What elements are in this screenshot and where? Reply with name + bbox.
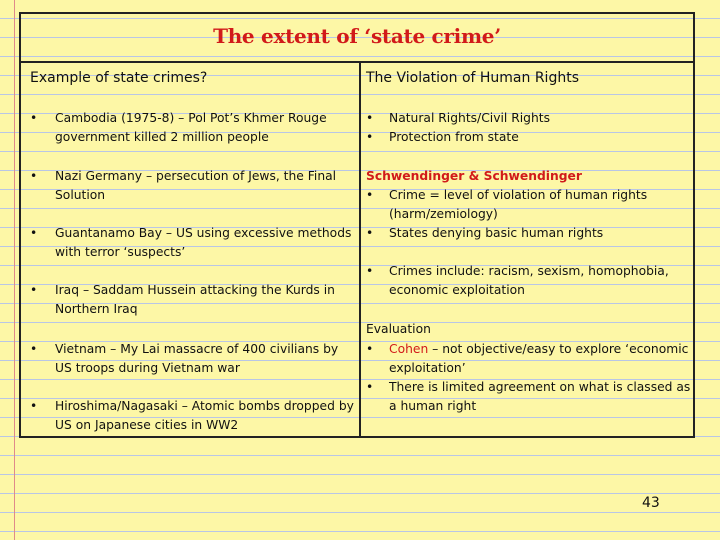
list-item xyxy=(30,167,356,205)
item-text: – Pol Pot’s Khmer Rouge government killed 2 million people xyxy=(55,111,327,144)
bullet-icon: • xyxy=(366,380,374,394)
item-lead: Cohen xyxy=(389,342,429,356)
bullet-icon: • xyxy=(366,264,374,278)
bullet-icon: • xyxy=(366,188,374,202)
list-item xyxy=(30,224,356,262)
evaluation-heading: Evaluation xyxy=(366,322,431,336)
bullet-icon: • xyxy=(30,169,38,183)
bullet-icon: • xyxy=(30,283,38,297)
item-text: – My Lai massacre of 400 civilians by US troops during Vietnam war xyxy=(55,342,339,375)
item-text: Protection from state xyxy=(389,130,519,144)
item-text: – Atomic bombs dropped by US on Japanese cities in WW2 xyxy=(55,399,354,432)
item-lead: Hiroshima/Nagasaki xyxy=(55,399,178,413)
item-text: – persecution of Jews, the Final Solution xyxy=(55,169,337,202)
page-number: 43 xyxy=(642,495,660,511)
list-item xyxy=(366,340,691,378)
human-rights-heading: The Violation of Human Rights xyxy=(366,70,579,86)
item-lead: Iraq xyxy=(55,283,80,297)
list-item xyxy=(366,109,691,128)
slide-title: The extent of ‘state crime’ xyxy=(213,24,501,48)
list-item xyxy=(30,281,356,319)
bullet-icon: • xyxy=(30,226,38,240)
item-text: – US using excessive methods with terror ‘suspects’ xyxy=(55,226,352,259)
item-text: There is limited agreement on what is classed as a human right xyxy=(389,380,691,413)
list-item xyxy=(366,186,691,224)
item-text: Natural Rights/Civil Rights xyxy=(389,111,551,125)
bullet-icon: • xyxy=(366,130,374,144)
bullet-icon: • xyxy=(366,342,374,356)
list-item xyxy=(366,378,691,416)
item-text: Crimes include: racism, sexism, homophobia, economic exploitation xyxy=(389,264,669,297)
list-item xyxy=(366,262,691,300)
notes-table xyxy=(19,12,695,438)
item-text: Crime = level of violation of human rights (harm/zemiology) xyxy=(389,188,648,221)
list-item xyxy=(30,397,356,435)
list-item xyxy=(366,224,691,243)
item-lead: Vietnam xyxy=(55,342,107,356)
list-item xyxy=(30,340,356,378)
bullet-icon: • xyxy=(366,226,374,240)
bullet-icon: • xyxy=(30,111,38,125)
item-lead: Guantanamo Bay xyxy=(55,226,162,240)
item-text: – not objective/easy to explore ‘economic exploitation’ xyxy=(389,342,689,375)
schwendinger-heading: Schwendinger & Schwendinger xyxy=(366,169,582,183)
bullet-icon: • xyxy=(30,342,38,356)
title-row xyxy=(21,14,693,63)
item-lead: Nazi Germany xyxy=(55,169,143,183)
bullet-icon: • xyxy=(366,111,374,125)
item-text: States denying basic human rights xyxy=(389,226,604,240)
bullet-icon: • xyxy=(30,399,38,413)
column-divider xyxy=(359,61,361,436)
state-crimes-heading: Example of state crimes? xyxy=(30,70,208,86)
item-lead: Cambodia (1975-8) xyxy=(55,111,175,125)
list-item xyxy=(366,128,691,147)
item-text: – Saddam Hussein attacking the Kurds in Northern Iraq xyxy=(55,283,335,316)
list-item xyxy=(30,109,356,147)
